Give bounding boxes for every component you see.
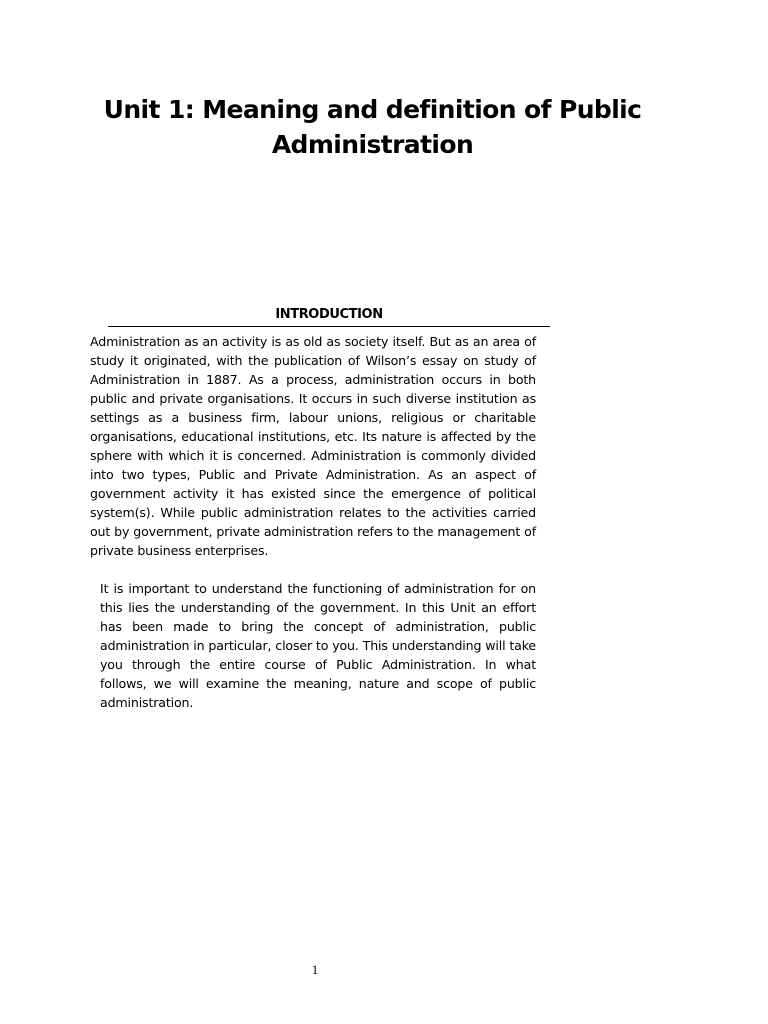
- page-title: Unit 1: Meaning and definition of Public Administration: [103, 95, 642, 159]
- page-number: 1: [311, 962, 319, 977]
- introduction-paragraph-2: It is important to understand the functioning of administration for on this lies the understanding of the government. In this Unit an effort has been made to bring the concept of administration, public administration in particular, closer to you. This understanding will take you through the entire course of Public Administration. In what follows, we will examine the meaning, nature and scope of public administration.: [100, 581, 536, 710]
- section-heading-introduction: INTRODUCTION: [108, 306, 550, 327]
- introduction-paragraph-1: Administration as an activity is as old as society itself. But as an area of study it originated, with the publication of Wilson’s essay on study of Administration in 1887. As a process, administration occurs in both public and private organisations. It occurs in such diverse institution as settings as a business firm, labour unions, religious or charitable organisations, educational institutions, etc. Its nature is affected by the sphere with which it is concerned. Administration is commonly divided into two types, Public and Private Administration. As an aspect of government activity it has existed since the emergence of political system(s). While public administration relates to the activities carried out by government, private administration refers to the management of private business enterprises.: [90, 334, 536, 558]
